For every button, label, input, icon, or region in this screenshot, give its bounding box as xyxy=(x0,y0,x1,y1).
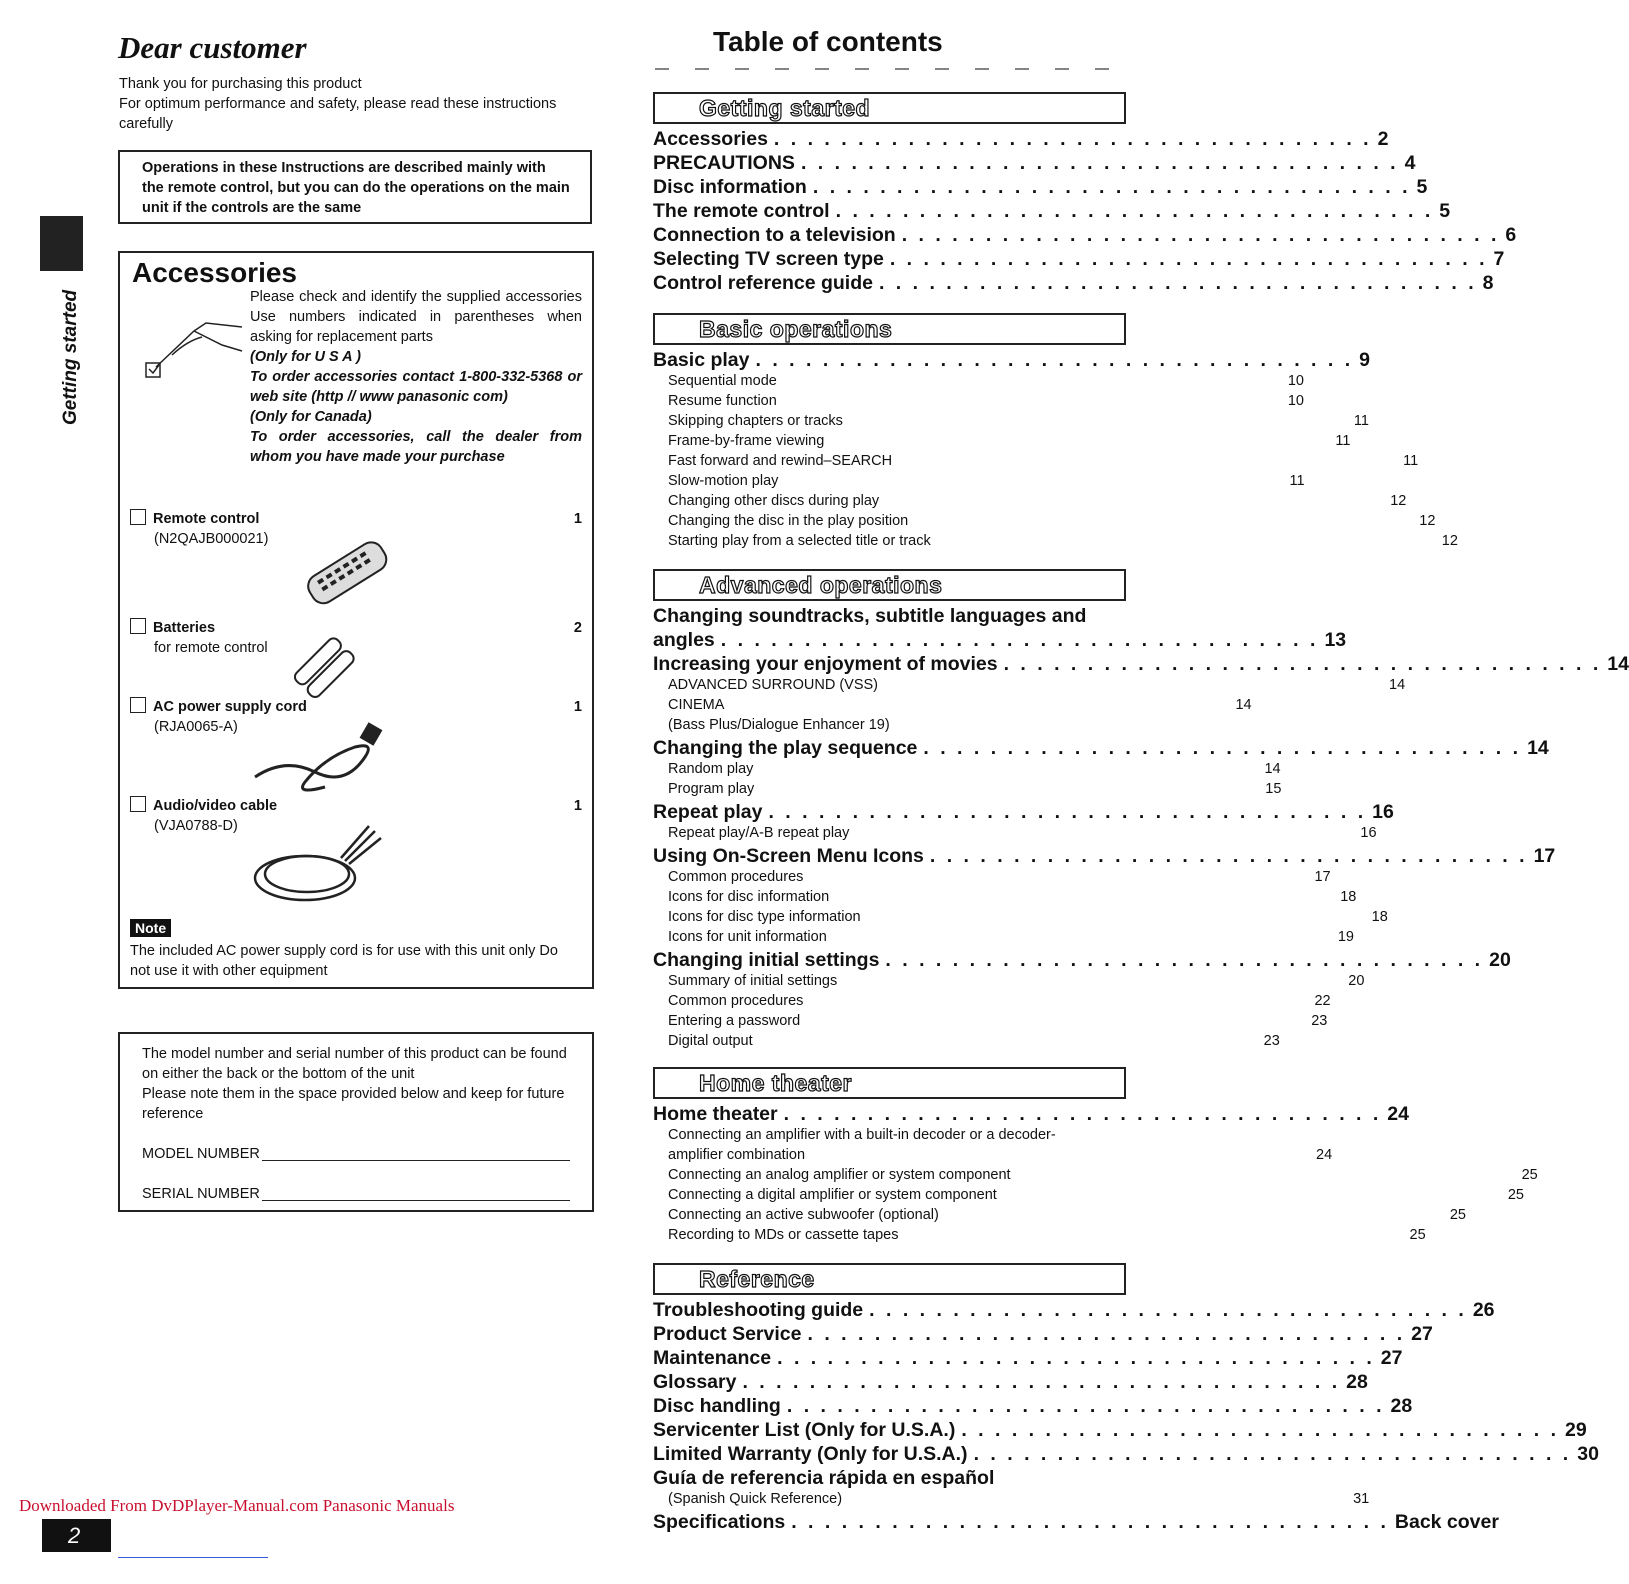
toc-entry-title: Frame-by-frame viewing xyxy=(668,433,825,449)
toc-leader-dots: . . . . . . . . . . . . . . . . . . . . . . . . . . . . . . . . . . . . xyxy=(869,1299,1467,1321)
page-number: 2 xyxy=(42,1519,111,1552)
accessories-text xyxy=(250,287,582,467)
toc-entry-title: Troubleshooting guide xyxy=(653,1299,864,1321)
checkbox[interactable] xyxy=(130,697,146,713)
toc-entry-title: Icons for disc information xyxy=(668,889,830,905)
toc-entry-title: Changing initial settings xyxy=(653,949,880,971)
toc-subentry[interactable] xyxy=(653,677,1406,697)
av-cable-icon xyxy=(245,816,395,906)
toc-page-number: 5 xyxy=(1439,200,1451,222)
toc-leader-dots: . . . . . . . . . . . . . . . . . . . . . . . . . . . . . . . . . . . . xyxy=(720,629,1319,651)
toc-page-number: 13 xyxy=(1324,629,1347,651)
toc-entry[interactable] xyxy=(653,349,1371,373)
toc-section-header xyxy=(653,569,1126,601)
toc-page-number: 12 xyxy=(1390,493,1407,509)
toc-entry[interactable] xyxy=(653,224,1517,248)
checkbox[interactable] xyxy=(130,796,146,812)
toc-leader-dots: . . . . . . . . . . . . . . . . . . . . . . . . . . . . . . . . . . . . xyxy=(783,1103,1382,1125)
toc-subentry[interactable] xyxy=(653,1033,1280,1053)
toc-leader-dots: . . . . . . . . . . . . . . . . . . . . . . . . . . . . . . . . . . . . xyxy=(768,801,1367,823)
toc-page-number: 5 xyxy=(1416,176,1428,198)
toc-entry[interactable] xyxy=(653,629,1347,653)
serial-number-field[interactable] xyxy=(142,1184,570,1204)
toc-entry[interactable] xyxy=(653,605,1127,629)
toc-page-number: 28 xyxy=(1346,1371,1368,1393)
toc-entry-title: Icons for disc type information xyxy=(668,909,861,925)
model-info-text: The model number and serial number of this product can be found on either the back or the bottom of the unit xyxy=(142,1046,567,1082)
toc-entry[interactable] xyxy=(653,737,1549,761)
toc-entry-title: ADVANCED SURROUND (VSS) xyxy=(668,677,879,693)
toc-entry-title: Accessories xyxy=(653,128,768,150)
side-section-label: Getting started xyxy=(60,289,81,425)
accessories-title: Accessories xyxy=(132,257,298,288)
toc-section-header xyxy=(653,92,1126,124)
toc-entry-title: CINEMA xyxy=(668,697,725,713)
toc-entry-title: Recording to MDs or cassette tapes xyxy=(668,1227,899,1243)
toc-page-number: 17 xyxy=(1533,845,1556,867)
item-sub: (RJA0065-A) xyxy=(154,719,238,735)
toc-entry-title: Sequential mode xyxy=(668,373,777,389)
toc-entry-title: Connecting an amplifier with a built-in decoder or a decoder- xyxy=(668,1127,1056,1143)
item-sub: (N2QAJB000021) xyxy=(154,531,269,547)
toc-subentry[interactable] xyxy=(653,1147,1333,1167)
toc-page-number: 25 xyxy=(1507,1187,1524,1203)
toc-subentry[interactable] xyxy=(653,1207,1466,1227)
toc-page-number: 12 xyxy=(1419,513,1436,529)
toc-page-number: 18 xyxy=(1340,889,1357,905)
toc-entry-title: The remote control xyxy=(653,200,830,222)
toc-page-number: 18 xyxy=(1371,909,1388,925)
toc-subentry[interactable] xyxy=(653,473,1305,493)
toc-page-number: 16 xyxy=(1360,825,1377,841)
toc-subentry[interactable] xyxy=(653,761,1281,781)
item-sub: for remote control xyxy=(154,640,268,656)
item-name: AC power supply cord xyxy=(153,699,307,715)
toc-title: Table of contents xyxy=(713,26,943,57)
toc-page-number: 25 xyxy=(1449,1207,1466,1223)
toc-entry[interactable] xyxy=(653,801,1394,825)
toc-page-number: 10 xyxy=(1287,373,1304,389)
toc-leader-dots: . . . . . . . . . . . . . . . . . . . . . . . . . . . . . . . . . . . . xyxy=(878,272,1477,294)
checkbox[interactable] xyxy=(130,618,146,634)
toc-section-label: Home theater xyxy=(699,1070,852,1096)
toc-page-number: 23 xyxy=(1311,1013,1328,1029)
toc-page-number: 10 xyxy=(1287,393,1304,409)
toc-page-number: 16 xyxy=(1372,801,1394,823)
accessories-box xyxy=(118,251,594,989)
toc-entry[interactable] xyxy=(653,200,1451,224)
toc-page-number: 15 xyxy=(1265,781,1282,797)
model-number-box xyxy=(118,1032,594,1212)
toc-entry-title: Icons for unit information xyxy=(668,929,827,945)
toc-entry-title: Slow-motion play xyxy=(668,473,779,489)
page-heading: Dear customer xyxy=(118,30,307,65)
toc-page-number: 9 xyxy=(1359,349,1371,371)
toc-entry-title: Repeat play/A-B repeat play xyxy=(668,825,850,841)
toc-page-number: 28 xyxy=(1390,1395,1413,1417)
toc-entry-title: Summary of initial settings xyxy=(668,973,838,989)
toc-entry-title: Resume function xyxy=(668,393,777,409)
toc-page-number: 20 xyxy=(1489,949,1511,971)
toc-entry-title: Starting play from a selected title or track xyxy=(668,533,931,549)
toc-entry-title: amplifier combination xyxy=(668,1147,806,1163)
toc-page-number: 17 xyxy=(1314,869,1331,885)
toc-entry[interactable] xyxy=(653,1511,1499,1535)
operations-note: Operations in these Instructions are described mainly with the remote control, but you can do the operations on the main unit if the controls are the same xyxy=(142,160,570,216)
operations-note-box xyxy=(118,150,592,224)
toc-subentry[interactable] xyxy=(653,373,1304,393)
toc-entry[interactable] xyxy=(653,1371,1368,1395)
toc-leader-dots: . . . . . . . . . . . . . . . . . . . . . . . . . . . . . . . . . . . . xyxy=(742,1371,1341,1393)
model-info-instruction: Please note them in the space provided below and keep for future reference xyxy=(142,1086,565,1122)
toc-leader-dots: . . . . . . . . . . . . . . . . . . . . . . . . . . . . . . . . . . . . xyxy=(929,845,1528,867)
toc-leader-dots: . . . . . . . . . . . . . . . . . . . . . . . . . . . . . . . . . . . . xyxy=(786,1395,1385,1417)
canada-label: (Only for Canada) xyxy=(250,409,372,425)
toc-entry-title: Specifications xyxy=(653,1511,786,1533)
toc-entry-title: Digital output xyxy=(668,1033,753,1049)
toc-entry-title: Repeat play xyxy=(653,801,763,823)
item-qty: 2 xyxy=(573,620,582,636)
toc-entry-title: Using On-Screen Menu Icons xyxy=(653,845,924,867)
toc-leader-dots: . . . . . . . . . . . . . . . . . . . . . . . . . . . . . . . . . . . . xyxy=(889,248,1488,270)
toc-entry-title: Connection to a television xyxy=(653,224,896,246)
toc-page-number: 2 xyxy=(1377,128,1389,150)
toc-entry[interactable] xyxy=(653,1419,1587,1443)
toc-subentry[interactable] xyxy=(653,1167,1538,1187)
toc-page-number: 20 xyxy=(1348,973,1365,989)
toc-entry[interactable] xyxy=(653,1467,1127,1491)
toc-section-header xyxy=(653,1263,1126,1295)
toc-section-header xyxy=(653,1067,1126,1099)
power-cord-icon xyxy=(245,717,395,797)
toc-entry-title: Changing soundtracks, subtitle languages and xyxy=(653,605,1087,627)
toc-entry-title: Program play xyxy=(668,781,755,797)
toc-subentry[interactable] xyxy=(653,1013,1328,1033)
toc-entry-title: Common procedures xyxy=(668,869,804,885)
toc-page-number: Back cover xyxy=(1394,1511,1499,1533)
toc-leader-dots: . . . . . . . . . . . . . . . . . . . . . . . . . . . . . . . . . . . . xyxy=(885,949,1484,971)
item-qty: 1 xyxy=(573,798,582,814)
section-tab-marker xyxy=(40,216,83,271)
toc-entry-title: Limited Warranty (Only for U.S.A.) xyxy=(653,1443,968,1465)
toc-subentry[interactable] xyxy=(653,1187,1524,1207)
toc-page-number: 12 xyxy=(1441,533,1458,549)
toc-entry-title: Guía de referencia rápida en español xyxy=(653,1467,995,1489)
toc-entry-title: Changing the play sequence xyxy=(653,737,918,759)
toc-entry-title: PRECAUTIONS xyxy=(653,152,795,174)
toc-entry-title: Disc information xyxy=(653,176,807,198)
item-name: Batteries xyxy=(153,620,216,636)
toc-subentry[interactable] xyxy=(653,493,1407,513)
toc-subentry[interactable] xyxy=(653,433,1351,453)
toc-page-number: 24 xyxy=(1316,1147,1333,1163)
toc-entry[interactable] xyxy=(653,272,1494,296)
toc-subentry[interactable] xyxy=(653,1491,1370,1511)
usa-label: (Only for U S A ) xyxy=(250,349,361,365)
serial-number-line[interactable] xyxy=(262,1184,570,1201)
toc-entry-title: Increasing your enjoyment of movies xyxy=(653,653,998,675)
toc-section-label: Getting started xyxy=(699,95,871,121)
toc-entry-title: (Bass Plus/Dialogue Enhancer 19) xyxy=(668,717,890,733)
toc-entry[interactable] xyxy=(653,152,1416,176)
toc-leader-dots: . . . . . . . . . . . . . . . . . . . . . . . . . . . . . . . . . . . . xyxy=(773,128,1372,150)
intro-text xyxy=(119,74,595,134)
toc-entry-title: Entering a password xyxy=(668,1013,801,1029)
item-qty: 1 xyxy=(573,511,582,527)
model-number-line[interactable] xyxy=(262,1144,570,1161)
bottom-rule xyxy=(118,1557,268,1558)
toc-leader-dots: . . . . . . . . . . . . . . . . . . . . . . . . . . . . . . . . . . . . xyxy=(755,349,1354,371)
toc-subentry[interactable] xyxy=(653,993,1331,1013)
toc-subentry[interactable] xyxy=(653,1127,1127,1147)
toc-page-number: 14 xyxy=(1527,737,1549,759)
toc-subentry[interactable] xyxy=(653,413,1369,433)
toc-subentry[interactable] xyxy=(653,393,1304,413)
toc-page-number: 24 xyxy=(1387,1103,1409,1125)
toc-entry-title: Fast forward and rewind–SEARCH xyxy=(668,453,893,469)
toc-leader-dots: . . . . . . . . . . . . . . . . . . . . . . . . . . . . . . . . . . . . xyxy=(901,224,1500,246)
toc-page-number: 6 xyxy=(1505,224,1517,246)
canada-order-info: To order accessories, call the dealer from whom you have made your purchase xyxy=(250,429,582,465)
toc-entry[interactable] xyxy=(653,128,1389,152)
toc-page-number: 23 xyxy=(1263,1033,1280,1049)
toc-entry[interactable] xyxy=(653,949,1511,973)
intro-line-2: For optimum performance and safety, please read these instructions carefully xyxy=(119,96,557,132)
batteries-icon xyxy=(280,637,370,697)
toc-page-number: 11 xyxy=(1335,433,1351,449)
toc-leader-dots: . . . . . . . . . . . . . . . . . . . . . . . . . . . . . . . . . . . . xyxy=(812,176,1411,198)
toc-entry-title: Product Service xyxy=(653,1323,802,1345)
toc-entry-title: Connecting a digital amplifier or system component xyxy=(668,1187,997,1203)
toc-page-number: 27 xyxy=(1380,1347,1403,1369)
toc-entry-title: Skipping chapters or tracks xyxy=(668,413,843,429)
toc-page-number: 30 xyxy=(1577,1443,1599,1465)
toc-section-label: Reference xyxy=(699,1266,815,1292)
toc-subentry[interactable] xyxy=(653,825,1377,845)
toc-page-number: 14 xyxy=(1235,697,1252,713)
toc-page-number: 11 xyxy=(1403,453,1419,469)
footer-download-link[interactable]: Downloaded From DvDPlayer-Manual.com Panasonic Manuals xyxy=(19,1496,455,1515)
toc-entry-title: Home theater xyxy=(653,1103,778,1125)
toc-page-number: 19 xyxy=(1337,929,1354,945)
item-name: Audio/video cable xyxy=(153,798,278,814)
toc-entry-title: Basic play xyxy=(653,349,750,371)
item-sub: (VJA0788-D) xyxy=(154,818,238,834)
toc-entry-title: Random play xyxy=(668,761,754,777)
toc-leader-dots: . . . . . . . . . . . . . . . . . . . . . . . . . . . . . . . . . . . . xyxy=(973,1443,1572,1465)
model-number-field[interactable] xyxy=(142,1144,570,1164)
toc-entry-title: Changing the disc in the play position xyxy=(668,513,909,529)
toc-leader-dots: . . . . . . . . . . . . . . . . . . . . . . . . . . . . . . . . . . . . xyxy=(923,737,1522,759)
toc-entry-title: angles xyxy=(653,629,715,651)
toc-leader-dots: . . . . . . . . . . . . . . . . . . . . . . . . . . . . . . . . . . . . xyxy=(800,152,1399,174)
accessories-intro: Please check and identify the supplied accessories Use numbers indicated in parentheses when asking for replacement parts xyxy=(250,289,582,345)
toc-entry[interactable] xyxy=(653,1299,1495,1323)
remote-control-icon xyxy=(295,533,395,615)
toc-entry[interactable] xyxy=(653,176,1428,200)
toc-entry-title: Maintenance xyxy=(653,1347,772,1369)
toc-subentry[interactable] xyxy=(653,869,1331,889)
toc-entry[interactable] xyxy=(653,1443,1599,1467)
toc-subentry[interactable] xyxy=(653,533,1458,553)
toc-entry[interactable] xyxy=(653,845,1556,869)
note-badge: Note xyxy=(130,919,171,937)
model-number-label: MODEL NUMBER xyxy=(142,1146,260,1162)
toc-entry-title: Control reference guide xyxy=(653,272,873,294)
toc-subentry[interactable] xyxy=(653,513,1436,533)
toc-subentry[interactable] xyxy=(653,889,1357,909)
toc-entry-title: Disc handling xyxy=(653,1395,781,1417)
toc-subentry[interactable] xyxy=(653,909,1388,929)
toc-subentry[interactable] xyxy=(653,717,1127,737)
note-text: The included AC power supply cord is for use with this unit only Do not use it with other equipment xyxy=(130,943,558,979)
toc-page-number: 25 xyxy=(1409,1227,1426,1243)
toc-page-number: 14 xyxy=(1389,677,1406,693)
usa-order-info: To order accessories contact 1-800-332-5368 or web site (http // www panasonic com) xyxy=(250,369,582,405)
toc-entry-title: Common procedures xyxy=(668,993,804,1009)
toc-page-number: 11 xyxy=(1289,473,1305,489)
intro-line-1: Thank you for purchasing this product xyxy=(119,76,362,92)
toc-entry[interactable] xyxy=(653,248,1505,272)
toc-dashed-rule xyxy=(655,68,1125,70)
toc-page-number: 26 xyxy=(1472,1299,1495,1321)
toc-entry[interactable] xyxy=(653,1103,1409,1127)
toc-subentry[interactable] xyxy=(653,973,1365,993)
toc-leader-dots: . . . . . . . . . . . . . . . . . . . . . . . . . . . . . . . . . . . . xyxy=(835,200,1434,222)
toc-leader-dots: . . . . . . . . . . . . . . . . . . . . . . . . . . . . . . . . . . . . xyxy=(777,1347,1375,1369)
toc-entry-title: Connecting an active subwoofer (optional) xyxy=(668,1207,939,1223)
toc-entry[interactable] xyxy=(653,1395,1413,1419)
toc-section-label: Basic operations xyxy=(699,316,893,342)
toc-page-number: 4 xyxy=(1404,152,1416,174)
toc-entry-title: Selecting TV screen type xyxy=(653,248,884,270)
toc-section-header xyxy=(653,313,1126,345)
toc-page-number: 22 xyxy=(1314,993,1331,1009)
toc-entry-title: Glossary xyxy=(653,1371,737,1393)
toc-page-number: 29 xyxy=(1565,1419,1587,1441)
toc-leader-dots: . . . . . . . . . . . . . . . . . . . . . . . . . . . . . . . . . . . . xyxy=(791,1511,1389,1533)
toc-leader-dots: . . . . . . . . . . . . . . . . . . . . . . . . . . . . . . . . . . . . xyxy=(961,1419,1559,1441)
item-name: Remote control xyxy=(153,511,260,527)
item-qty: 1 xyxy=(573,699,582,715)
toc-page-number: 25 xyxy=(1521,1167,1538,1183)
toc-page-number: 27 xyxy=(1411,1323,1433,1345)
toc-entry-title: Servicenter List (Only for U.S.A.) xyxy=(653,1419,956,1441)
toc-subentry[interactable] xyxy=(653,1227,1426,1247)
hand-writing-icon xyxy=(142,311,252,381)
checkbox[interactable] xyxy=(130,509,146,525)
toc-page-number: 8 xyxy=(1482,272,1494,294)
toc-subentry[interactable] xyxy=(653,781,1282,801)
toc-entry-title: Changing other discs during play xyxy=(668,493,880,509)
toc-leader-dots: . . . . . . . . . . . . . . . . . . . . . . . . . . . . . . . . . . . . xyxy=(807,1323,1406,1345)
toc-entry-title: (Spanish Quick Reference) xyxy=(668,1491,843,1507)
toc-entry[interactable] xyxy=(653,1323,1433,1347)
toc-page-number: 14 xyxy=(1607,653,1629,675)
toc-page-number: 11 xyxy=(1353,413,1369,429)
toc-page-number: 31 xyxy=(1353,1491,1370,1507)
toc-subentry[interactable] xyxy=(653,453,1419,473)
toc-subentry[interactable] xyxy=(653,929,1354,949)
toc-entry[interactable] xyxy=(653,1347,1403,1371)
serial-number-label: SERIAL NUMBER xyxy=(142,1186,260,1202)
toc-leader-dots: . . . . . . . . . . . . . . . . . . . . . . . . . . . . . . . . . . . . xyxy=(1003,653,1602,675)
toc-page-number: 7 xyxy=(1493,248,1505,270)
toc-subentry[interactable] xyxy=(653,697,1252,717)
toc-page-number: 14 xyxy=(1264,761,1281,777)
toc-entry-title: Connecting an analog amplifier or system component xyxy=(668,1167,1011,1183)
toc-section-label: Advanced operations xyxy=(699,572,943,598)
toc-entry[interactable] xyxy=(653,653,1629,677)
